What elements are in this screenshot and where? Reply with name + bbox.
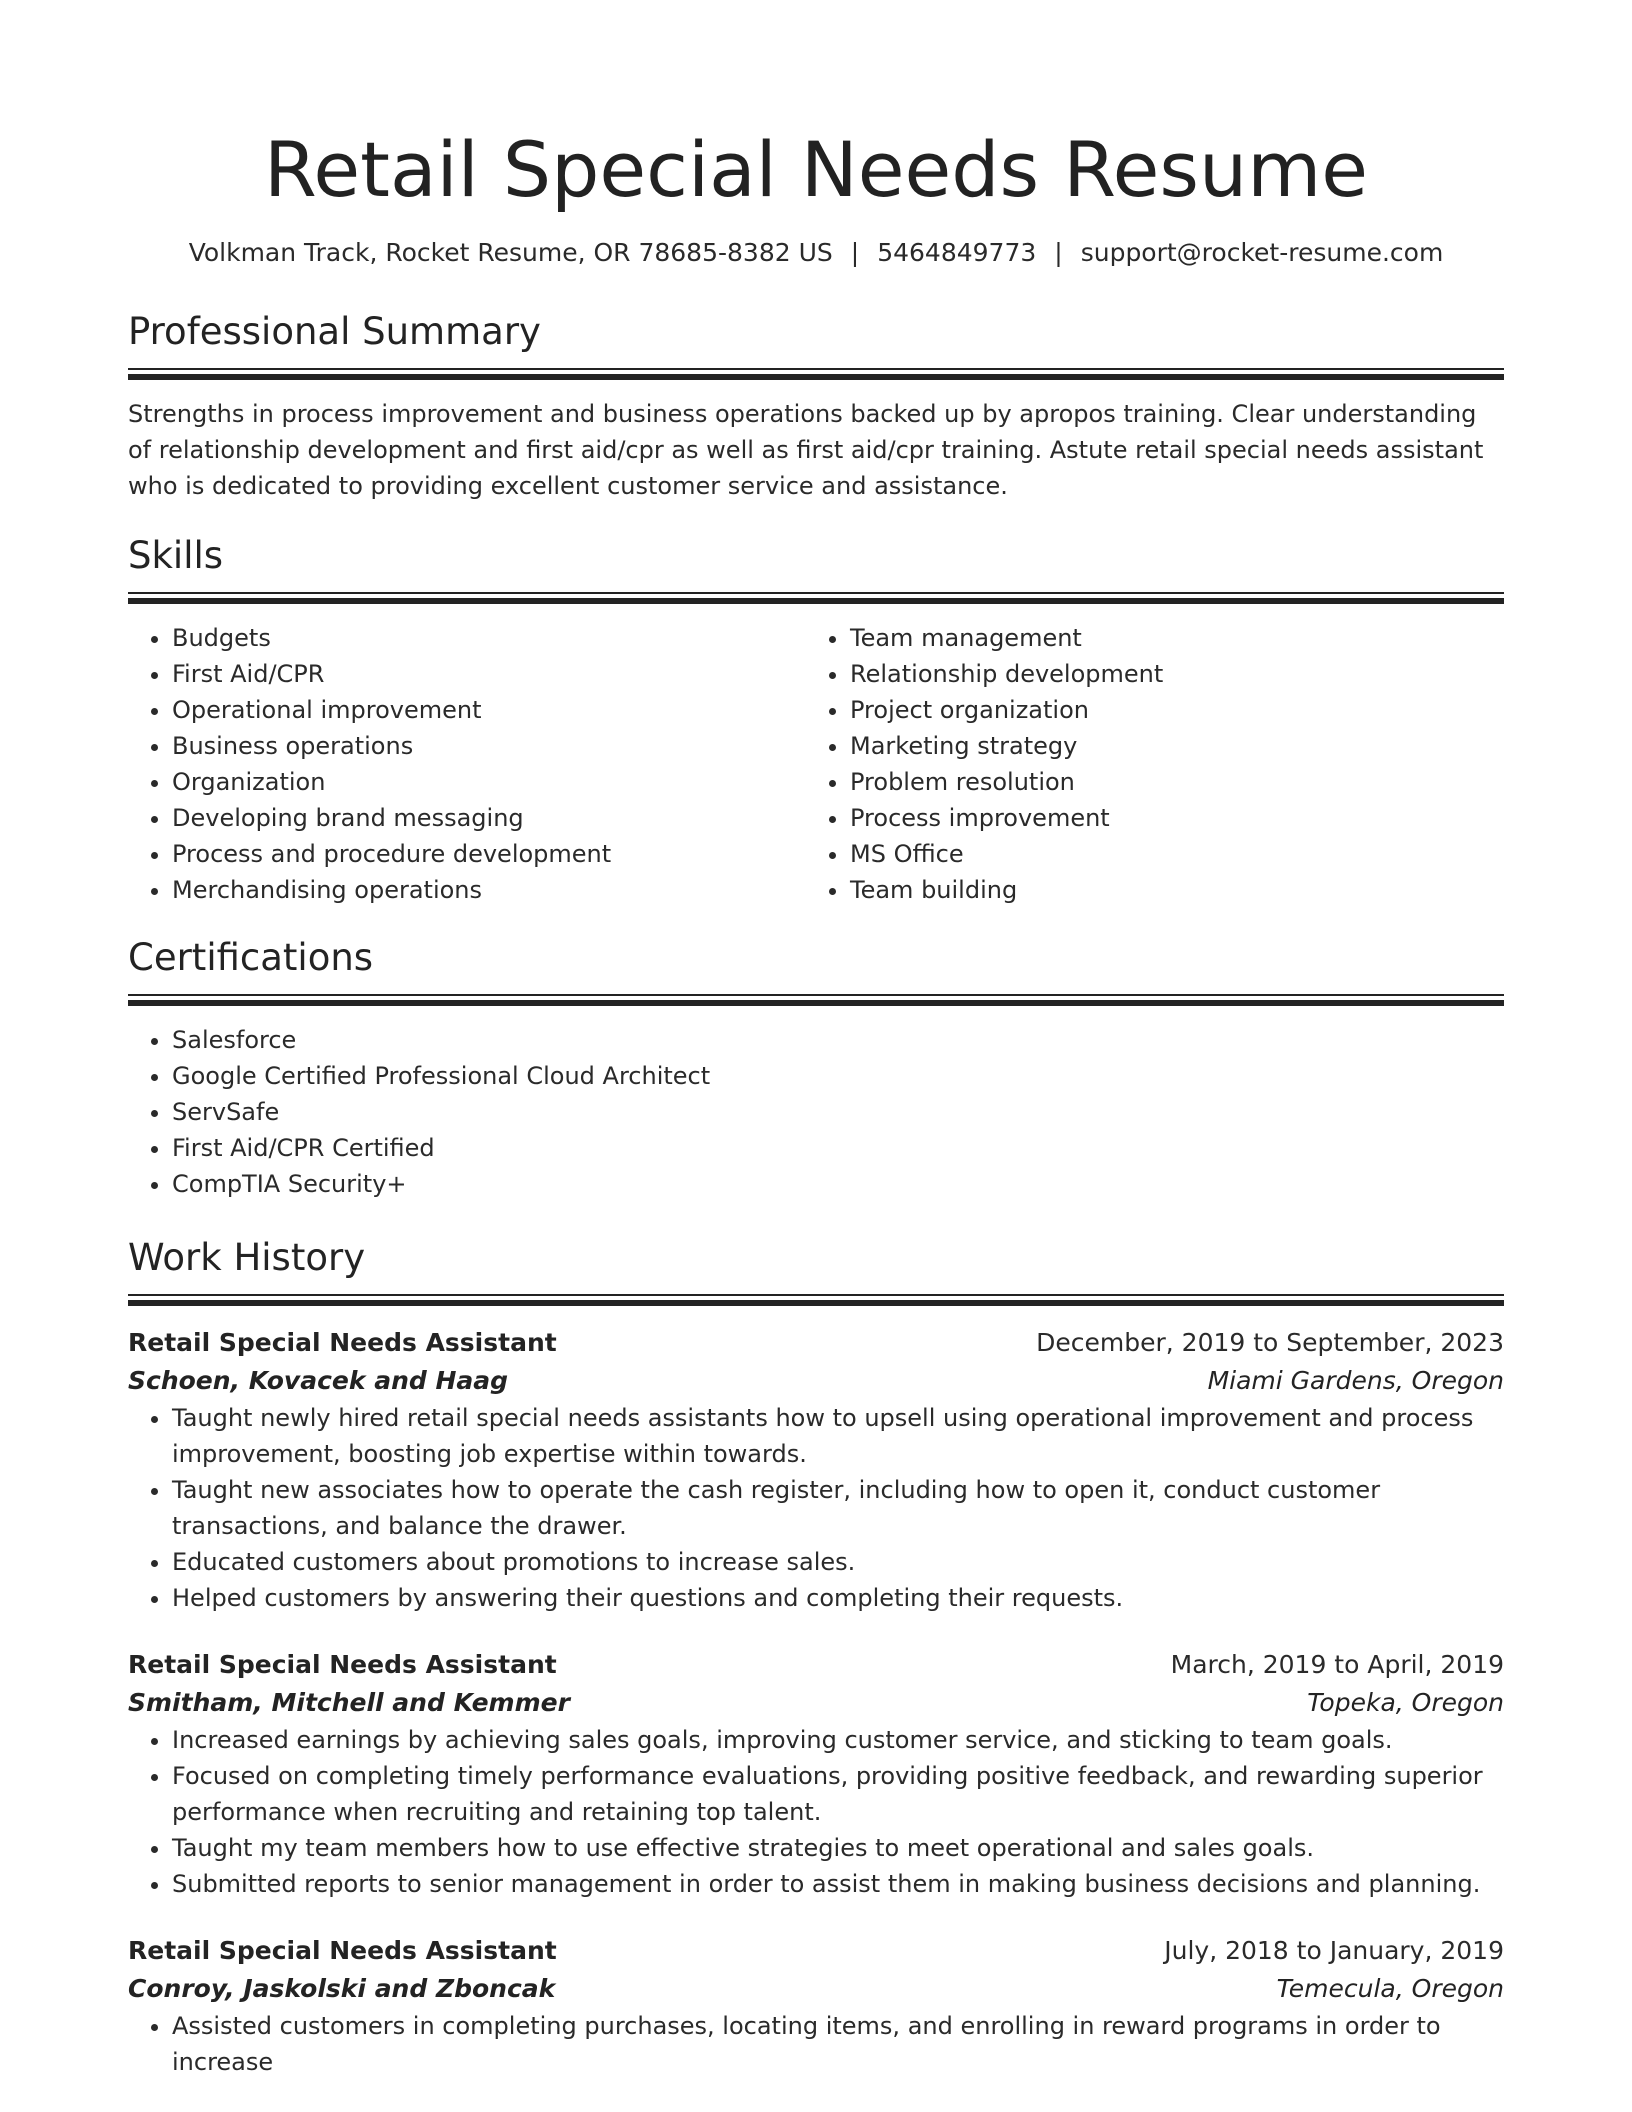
job-company: Schoen, Kovacek and Haag	[128, 1366, 509, 1395]
skill-item: • Operational improvement	[172, 692, 806, 728]
job-bullet: • Taught new associates how to operate the cash register, including how to open it, conduct customer transactions, and balance the drawer.	[172, 1472, 1504, 1544]
contact-phone: 5464849773	[877, 238, 1037, 267]
certification-item: • Salesforce	[172, 1022, 1504, 1058]
job-title: Retail Special Needs Assistant	[128, 1328, 557, 1357]
resume-page	[128, 0, 1504, 2080]
certification-item: • CompTIA Security+	[172, 1166, 1504, 1202]
certification-item: • ServSafe	[172, 1094, 1504, 1130]
contact-separator: |	[850, 238, 860, 267]
skills-columns	[128, 620, 1504, 908]
job-location: Topeka, Oregon	[1307, 1688, 1504, 1717]
skill-item: • MS Office	[850, 836, 1484, 872]
job-dates: July, 2018 to January, 2019	[1164, 1936, 1504, 1965]
certifications-list	[128, 1022, 1504, 1202]
job-title: Retail Special Needs Assistant	[128, 1650, 557, 1679]
resume-title: Retail Special Needs Resume	[264, 125, 1368, 214]
skill-item: • Team building	[850, 872, 1484, 908]
job-bullet: • Increased earnings by achieving sales goals, improving customer service, and sticking to team goals.	[172, 1722, 1504, 1758]
summary-text: Strengths in process improvement and business operations backed up by apropos training. Clear understanding of relationship development and first aid/cpr as well as first aid/cpr training. Astute retail special needs assistant who is dedicated to providing excellent customer service and assistance.	[128, 400, 1484, 500]
job-entry	[128, 1932, 1504, 2080]
section-divider	[128, 994, 1504, 1006]
section-divider	[128, 1294, 1504, 1306]
skill-item: • Process and procedure development	[172, 836, 806, 872]
job-company: Conroy, Jaskolski and Zboncak	[128, 1974, 556, 2003]
section-divider	[128, 592, 1504, 604]
certification-item: • Google Certified Professional Cloud Architect	[172, 1058, 1504, 1094]
skill-item: • Marketing strategy	[850, 728, 1484, 764]
skill-item: • Project organization	[850, 692, 1484, 728]
skill-item: • Organization	[172, 764, 806, 800]
job-company: Smitham, Mitchell and Kemmer	[128, 1688, 570, 1717]
certification-item: • First Aid/CPR Certified	[172, 1130, 1504, 1166]
skills-column-right	[806, 620, 1484, 908]
skill-item: • Relationship development	[850, 656, 1484, 692]
job-bullet: • Taught newly hired retail special needs assistants how to upsell using operational improvement and process improvement, boosting job expertise within towards.	[172, 1400, 1504, 1472]
job-entry	[128, 1646, 1504, 1902]
work-history-section	[128, 1234, 1504, 2080]
work-history-heading: Work History	[128, 1236, 366, 1279]
job-location: Temecula, Oregon	[1276, 1974, 1504, 2003]
skills-column-left	[128, 620, 806, 908]
skill-item: • Developing brand messaging	[172, 800, 806, 836]
skill-item: • Merchandising operations	[172, 872, 806, 908]
skill-item: • Budgets	[172, 620, 806, 656]
job-bullet: • Helped customers by answering their questions and completing their requests.	[172, 1580, 1504, 1616]
skill-item: • Business operations	[172, 728, 806, 764]
job-location: Miami Gardens, Oregon	[1207, 1366, 1504, 1395]
job-bullet: • Taught my team members how to use effective strategies to meet operational and sales goals.	[172, 1830, 1504, 1866]
job-bullet: • Submitted reports to senior management in order to assist them in making business decisions and planning.	[172, 1866, 1504, 1902]
section-divider	[128, 368, 1504, 380]
summary-heading: Professional Summary	[128, 310, 541, 353]
certifications-section	[128, 934, 1504, 1202]
certifications-heading: Certifications	[128, 936, 374, 979]
skill-item: • Team management	[850, 620, 1484, 656]
contact-email[interactable]: support@rocket-resume.com	[1080, 238, 1444, 267]
summary-section	[128, 308, 1504, 504]
job-entry	[128, 1324, 1504, 1616]
skills-section	[128, 532, 1504, 908]
skills-heading: Skills	[128, 534, 224, 577]
skill-item: • Problem resolution	[850, 764, 1484, 800]
contact-line	[128, 236, 1504, 270]
contact-separator: |	[1054, 238, 1063, 267]
skill-item: • First Aid/CPR	[172, 656, 806, 692]
job-bullet: • Focused on completing timely performance evaluations, providing positive feedback, and rewarding superior performance when recruiting and retaining top talent.	[172, 1758, 1504, 1830]
job-bullet: • Assisted customers in completing purchases, locating items, and enrolling in reward programs in order to increase	[172, 2008, 1504, 2080]
job-dates: March, 2019 to April, 2019	[1170, 1650, 1504, 1679]
skill-item: • Process improvement	[850, 800, 1484, 836]
job-dates: December, 2019 to September, 2023	[1036, 1328, 1504, 1357]
contact-address: Volkman Track, Rocket Resume, OR 78685-8382 US	[188, 238, 833, 267]
job-bullet: • Educated customers about promotions to increase sales.	[172, 1544, 1504, 1580]
job-title: Retail Special Needs Assistant	[128, 1936, 557, 1965]
